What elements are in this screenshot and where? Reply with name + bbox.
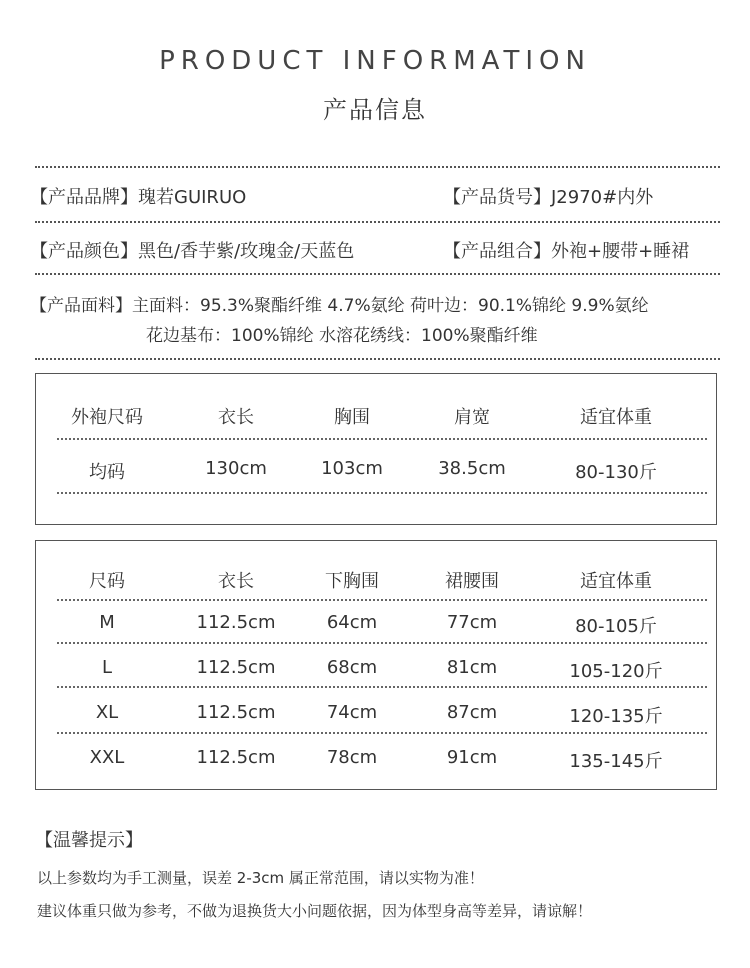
table-header: 外袍尺码 <box>71 407 143 428</box>
table-cell: 均码 <box>89 462 125 483</box>
table-header: 衣长 <box>218 571 254 592</box>
combo-label: 【产品组合】 <box>443 241 551 262</box>
table-cell: 78cm <box>326 747 378 768</box>
table-cell: 74cm <box>326 702 378 723</box>
sku-value: J2970#内外 <box>551 187 654 208</box>
color-label: 【产品颜色】 <box>30 241 138 262</box>
divider <box>57 686 707 688</box>
brand-value: 瑰若GUIRUO <box>138 187 247 208</box>
table-header: 裙腰围 <box>445 571 499 592</box>
tip-line-2: 建议体重只做为参考，不做为退换货大小问题依据，因为体型身高等差异，请谅解！ <box>37 902 593 920</box>
divider <box>57 642 707 644</box>
table-header: 适宜体重 <box>580 571 652 592</box>
table-cell: 112.5cm <box>196 657 276 678</box>
table-cell: 91cm <box>446 747 498 768</box>
tips-title: 【温馨提示】 <box>35 830 143 851</box>
color-row <box>30 237 354 263</box>
table-cell: XL <box>95 702 119 723</box>
table-cell: 77cm <box>446 612 498 633</box>
combo-value: 外袍+腰带+睡裙 <box>551 241 690 262</box>
table-cell: 112.5cm <box>196 612 276 633</box>
table-cell: 81cm <box>446 657 498 678</box>
dress-size-table <box>35 540 717 790</box>
table-cell: 120-135斤 <box>569 706 663 727</box>
sku-label: 【产品货号】 <box>443 187 551 208</box>
divider <box>35 166 720 168</box>
table-cell: 80-105斤 <box>575 616 657 637</box>
table-cell: M <box>99 612 115 633</box>
fabric-row <box>30 291 649 316</box>
divider <box>57 492 707 494</box>
table-header: 肩宽 <box>454 407 490 428</box>
robe-size-table <box>35 373 717 525</box>
divider <box>35 358 720 360</box>
table-cell: 80-130斤 <box>575 462 657 483</box>
sku-row <box>443 183 653 209</box>
table-header: 胸围 <box>334 407 370 428</box>
table-cell: 112.5cm <box>196 702 276 723</box>
table-cell: 103cm <box>321 458 383 479</box>
fabric-line-2: 花边基布：100%锦纶 水溶花绣线：100%聚酯纤维 <box>146 326 538 346</box>
table-cell: 112.5cm <box>196 747 276 768</box>
table-cell: 68cm <box>326 657 378 678</box>
table-cell: 64cm <box>326 612 378 633</box>
page-title-en: PRODUCT INFORMATION <box>159 46 591 76</box>
divider <box>57 438 707 440</box>
table-cell: 87cm <box>446 702 498 723</box>
combo-row <box>443 237 689 263</box>
page-title-cn: 产品信息 <box>323 96 427 124</box>
table-header: 适宜体重 <box>580 407 652 428</box>
fabric-line-1: 主面料：95.3%聚酯纤维 4.7%氨纶 荷叶边：90.1%锦纶 9.9%氨纶 <box>132 296 649 316</box>
table-cell: 38.5cm <box>438 458 506 479</box>
fabric-label: 【产品面料】 <box>30 296 132 316</box>
table-cell: XXL <box>89 747 125 768</box>
divider <box>57 599 707 601</box>
table-header: 尺码 <box>89 571 125 592</box>
table-cell: L <box>101 657 113 678</box>
table-header: 衣长 <box>218 407 254 428</box>
tip-line-1: 以上参数均为手工测量，误差 2-3cm 属正常范围，请以实物为准！ <box>37 869 484 887</box>
divider <box>35 221 720 223</box>
table-cell: 135-145斤 <box>569 751 663 772</box>
divider <box>57 732 707 734</box>
color-value: 黑色/香芋紫/玫瑰金/天蓝色 <box>138 241 355 262</box>
brand-label: 【产品品牌】 <box>30 187 138 208</box>
table-cell: 105-120斤 <box>569 661 663 682</box>
table-cell: 130cm <box>205 458 267 479</box>
brand-row <box>30 183 246 209</box>
table-header: 下胸围 <box>325 571 379 592</box>
divider <box>35 273 720 275</box>
